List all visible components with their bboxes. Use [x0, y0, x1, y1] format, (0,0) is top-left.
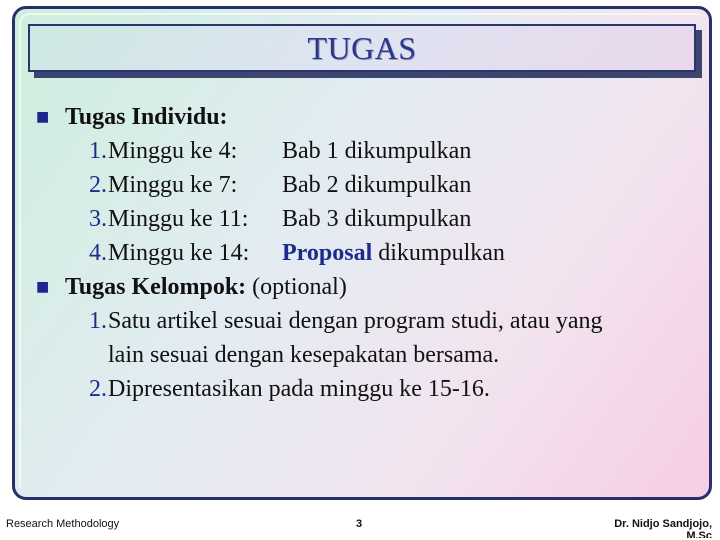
list-item-continuation — [36, 338, 696, 372]
item-week: Minggu ke 14: — [108, 240, 250, 266]
slide-title: TUGAS — [307, 29, 417, 66]
square-bullet-icon: ■ — [36, 279, 50, 295]
individual-label: Tugas Individu: — [65, 104, 228, 130]
item-number: 3. — [89, 206, 107, 232]
footer-author-degree: M.Sc — [686, 530, 712, 538]
group-label: Tugas Kelompok: — [65, 274, 247, 300]
item-number: 1. — [89, 138, 107, 164]
footer-author-name: Dr. Nidjo Sandjojo, — [614, 518, 712, 530]
item-chapter: Bab 1 — [282, 138, 339, 164]
item-suffix: dikumpulkan — [338, 138, 472, 164]
square-bullet-icon: ■ — [36, 109, 50, 125]
list-item — [36, 236, 696, 270]
title-box — [28, 24, 696, 72]
item-text — [108, 202, 471, 236]
item-chapter: Bab 3 — [282, 206, 339, 232]
item-text: lain sesuai dengan kesepakatan bersama. — [108, 342, 500, 368]
item-text — [108, 134, 471, 168]
bullet-row-group — [36, 270, 696, 304]
item-week: Minggu ke 4: — [108, 138, 238, 164]
group-note: (optional) — [252, 274, 347, 300]
item-number: 2. — [89, 172, 107, 198]
footer-author — [614, 518, 712, 538]
item-number: 2. — [89, 376, 107, 402]
item-proposal: Proposal — [282, 240, 373, 266]
item-text — [108, 236, 505, 270]
item-number: 4. — [89, 240, 107, 266]
group-heading — [65, 270, 347, 304]
list-item — [36, 134, 696, 168]
item-suffix: dikumpulkan — [338, 206, 472, 232]
item-suffix: dikumpulkan — [338, 172, 472, 198]
list-item — [36, 372, 696, 406]
footer-page-number: 3 — [356, 518, 363, 530]
item-week: Minggu ke 7: — [108, 172, 238, 198]
item-week: Minggu ke 11: — [108, 206, 249, 232]
item-chapter: Bab 2 — [282, 172, 339, 198]
bullet-row-individual — [36, 100, 696, 134]
footer-course: Research Methodology — [6, 518, 120, 530]
item-text: Satu artikel sesuai dengan program studi, atau yang — [108, 308, 603, 334]
list-item — [36, 304, 696, 338]
list-item — [36, 168, 696, 202]
item-text — [108, 168, 471, 202]
slide-content — [36, 100, 696, 406]
list-item — [36, 202, 696, 236]
item-number: 1. — [89, 308, 107, 334]
item-suffix: dikumpulkan — [372, 240, 505, 266]
item-text: Dipresentasikan pada minggu ke 15-16. — [108, 376, 490, 402]
